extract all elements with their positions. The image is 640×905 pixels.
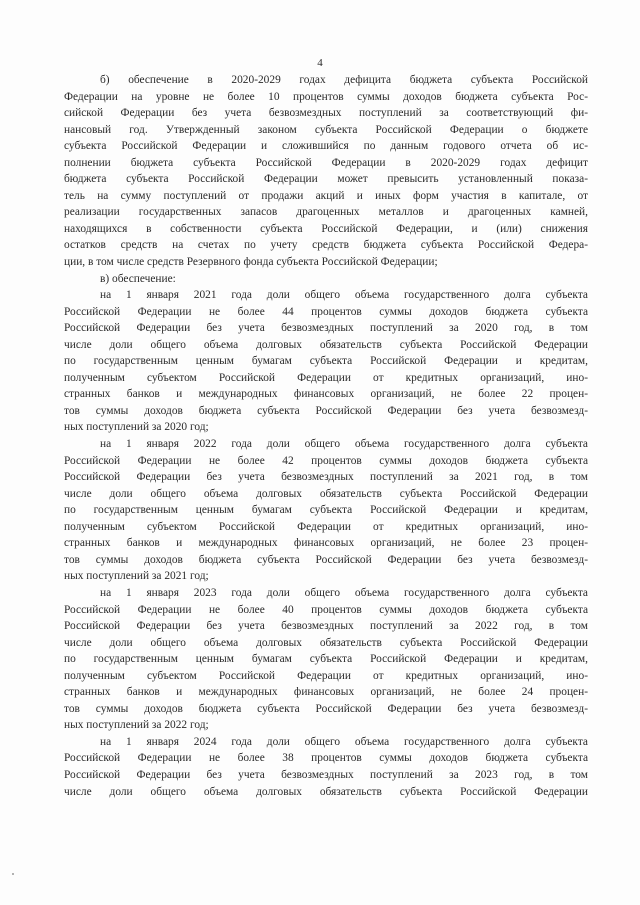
paragraph-line: на 1 января 2023 года доли общего объема государственного долга субъекта <box>100 586 588 599</box>
paragraph-line: тов суммы доходов бюджета субъекта Российской Федерации без учета безвозмезд- <box>64 702 588 715</box>
paragraph-line: субъекта Российской Федерации и сложившийся по данным годового отчета об ис- <box>64 140 588 153</box>
paragraph-line: на 1 января 2021 года доли общего объема государственного долга субъекта <box>100 289 588 302</box>
paragraph-line: остатков средств на счетах по учету средств бюджета субъекта Российской Федера- <box>64 239 588 252</box>
paragraph-line: полнении бюджета субъекта Российской Федерации в 2020-2029 годах дефицит <box>64 156 588 169</box>
paragraph-line: Российской Федерации без учета безвозмездных поступлений за 2023 год, в том <box>64 768 588 781</box>
paragraph-line: на 1 января 2024 года доли общего объема государственного долга субъекта <box>100 735 588 748</box>
paragraph-line: числе доли общего объема долговых обязательств субъекта Российской Федерации <box>64 338 588 351</box>
paragraph-line: находящихся в собственности субъекта Российской Федерации, и (или) снижения <box>64 222 588 235</box>
paragraph-line: странных банков и международных финансовых организаций, не более 23 процен- <box>64 537 588 550</box>
paragraph-line: б) обеспечение в 2020-2029 годах дефицита бюджета субъекта Российской <box>100 74 588 86</box>
page-number: 4 <box>317 57 323 69</box>
paragraph-line: странных банков и международных финансовых организаций, не более 24 процен- <box>64 686 588 699</box>
paragraph-line: Российской Федерации не более 38 процентов суммы доходов бюджета субъекта <box>64 752 588 765</box>
paragraph-line: Российской Федерации не более 44 процентов суммы доходов бюджета субъекта <box>64 305 588 318</box>
paragraph-line: числе доли общего объема долговых обязательств субъекта Российской Федерации <box>64 636 588 649</box>
paragraph-line: полученным субъектом Российской Федерации от кредитных организаций, ино- <box>64 669 588 682</box>
paragraph-line: странных банков и международных финансовых организаций, не более 22 процен- <box>64 388 588 401</box>
paragraph-line: по государственным ценным бумагам субъекта Российской Федерации и кредитам, <box>64 504 588 517</box>
paragraph-line: Российской Федерации без учета безвозмездных поступлений за 2021 год, в том <box>64 471 588 484</box>
paragraph-line: Федерации на уровне не более 10 процентов суммы доходов бюджета субъекта Рос- <box>64 90 588 103</box>
document-body <box>64 72 588 800</box>
paragraph-line: бюджета субъекта Российской Федерации может превысить установленный показа- <box>64 173 588 186</box>
paragraph-line: по государственным ценным бумагам субъекта Российской Федерации и кредитам, <box>64 653 588 666</box>
paragraph-line: Российской Федерации без учета безвозмездных поступлений за 2022 год, в том <box>64 620 588 633</box>
paragraph-line: нансовый год. Утвержденный законом субъекта Российской Федерации о бюджете <box>64 123 588 136</box>
paragraph-line: ных поступлений за 2022 год; <box>64 719 209 732</box>
paragraph-line: реализации государственных запасов драгоценных металлов и драгоценных камней, <box>64 206 588 219</box>
paragraph-line: тов суммы доходов бюджета субъекта Российской Федерации без учета безвозмезд- <box>64 404 588 417</box>
paragraph-line: полученным субъектом Российской Федерации от кредитных организаций, ино- <box>64 371 588 384</box>
paragraph-line: тель на сумму поступлений от продажи акций и иных форм участия в капитале, от <box>64 189 588 202</box>
paragraph-line: числе доли общего объема долговых обязательств субъекта Российской Федерации <box>64 785 588 798</box>
paragraph-line: ции, в том числе средств Резервного фонда субъекта Российской Федерации; <box>64 256 438 269</box>
paragraph-line: тов суммы доходов бюджета субъекта Российской Федерации без учета безвозмезд- <box>64 553 588 566</box>
paragraph-line: Российской Федерации не более 40 процентов суммы доходов бюджета субъекта <box>64 603 588 616</box>
paragraph-line: полученным субъектом Российской Федерации от кредитных организаций, ино- <box>64 520 588 533</box>
paragraph-line: по государственным ценным бумагам субъекта Российской Федерации и кредитам, <box>64 355 588 368</box>
paragraph-line: на 1 января 2022 года доли общего объема государственного долга субъекта <box>100 438 588 451</box>
paragraph-line: в) обеспечение: <box>100 272 176 285</box>
scan-artifact <box>12 873 14 875</box>
paragraph-line: Российской Федерации без учета безвозмездных поступлений за 2020 год, в том <box>64 322 588 335</box>
paragraph-line: ных поступлений за 2020 год; <box>64 421 209 434</box>
paragraph-line: сийской Федерации без учета безвозмездных поступлений за соответствующий фи- <box>64 107 588 120</box>
paragraph-line: числе доли общего объема долговых обязательств субъекта Российской Федерации <box>64 487 588 500</box>
paragraph-line: ных поступлений за 2021 год; <box>64 570 209 583</box>
paragraph-line: Российской Федерации не более 42 процентов суммы доходов бюджета субъекта <box>64 454 588 467</box>
